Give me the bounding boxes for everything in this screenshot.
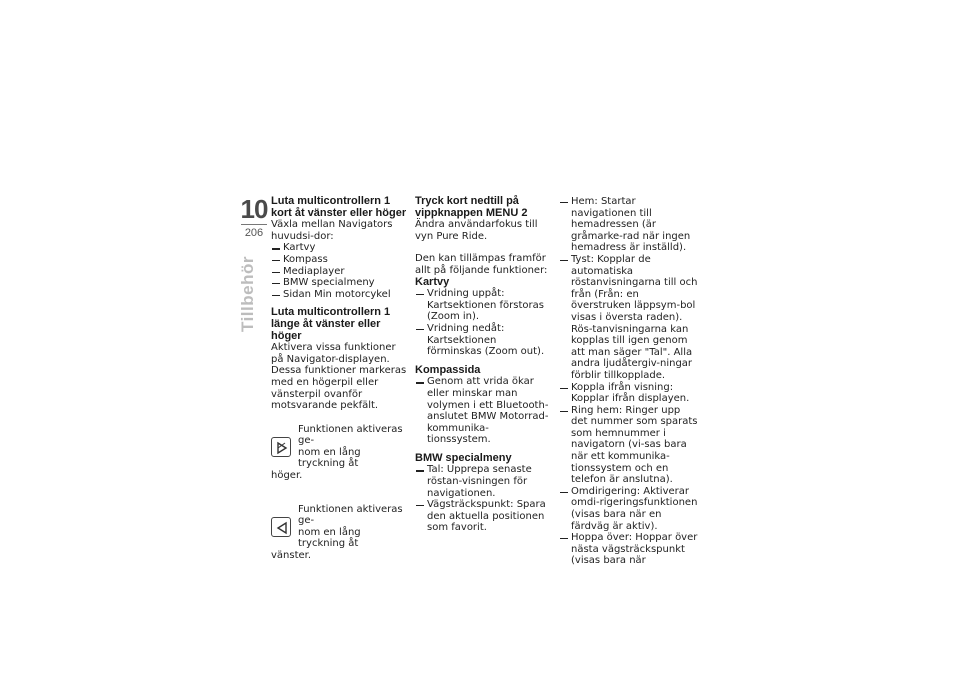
- note-text-line: Funktionen aktiveras ge-: [298, 503, 403, 527]
- left-arrow-icon: [271, 517, 291, 537]
- list-item: Mediaplayer: [271, 266, 407, 278]
- note-text-line: Funktionen aktiveras ge-: [298, 423, 403, 447]
- note-right-arrow: [271, 424, 407, 482]
- note-text-line: vänster.: [271, 550, 312, 562]
- kartvy-list: [415, 288, 551, 358]
- paragraph-applies-to: Den kan tillämpas framför allt på följande funktioner:: [415, 253, 548, 276]
- chapter-number: 10: [240, 194, 268, 224]
- list-item: Genom att vrida ökar eller minskar man volymen i ett Bluetooth-anslutet BMW Motorrad-kommunika-tionssystem.: [415, 376, 551, 446]
- heading-kompassida: Kompassida: [415, 363, 481, 376]
- list-item: Kompass: [271, 254, 407, 266]
- bmw-menu-list-continued: [559, 196, 699, 567]
- section-label: Tillbehör: [238, 256, 257, 332]
- heading-bmw-special-menu: BMW specialmeny: [415, 451, 512, 464]
- list-item: Ring hem: Ringer upp det nummer som sparats som hemnummer i navigatorn (vi-sas bara när ett kommunika-tionssystem och en telefon är anslutna).: [559, 405, 699, 486]
- heading-short-tilt: Luta multicontrollern 1 kort åt vänster eller höger: [271, 195, 407, 219]
- paragraph-switch-pages: Växla mellan Navigators huvudsi-dor:: [271, 219, 393, 242]
- list-item: Vägsträckspunkt: Spara den aktuella positionen som favorit.: [415, 499, 551, 534]
- page-number: 206: [244, 227, 264, 239]
- list-item: Sidan Min motorcykel: [271, 289, 407, 301]
- kompass-list: [415, 376, 551, 446]
- page-number-divider: [241, 224, 267, 225]
- list-item: Vridning uppåt: Kartsektionen förstoras (Zoom in).: [415, 288, 551, 323]
- right-arrow-icon: [271, 437, 291, 457]
- list-item: Tal: Upprepa senaste röstan-visningen för navigationen.: [415, 464, 551, 499]
- list-item: Kartvy: [271, 242, 407, 254]
- main-pages-list: [271, 242, 407, 300]
- list-item: Tyst: Kopplar de automatiska röstanvisningarna till och från (Från: en överstruken läppsym-bol visas i översta raden). Rös-tanvisningarna kan kopplas till igen genom att man säger "Tal". Alla andra ljudåtergiv-ningar förblir tillkopplade.: [559, 254, 699, 382]
- list-item: Vridning nedåt: Kartsektionen förminskas (Zoom out).: [415, 323, 551, 358]
- column-3: [559, 196, 699, 567]
- list-item: Koppla ifrån visning: Kopplar ifrån displayen.: [559, 382, 699, 405]
- note-text-line: höger.: [271, 470, 303, 482]
- list-item: Omdirigering: Aktiverar omdi-rigeringsfunktionen (visas bara när en färdväg är aktiv).: [559, 486, 699, 532]
- paragraph-activate-functions: Aktivera vissa funktioner på Navigator-displayen. Dessa funktioner markeras med en högerpil eller vänsterpil ovanför motsvarande pekfält.: [271, 342, 407, 412]
- paragraph-pure-ride: Ändra användarfokus till vyn Pure Ride.: [415, 219, 538, 242]
- column-2: [415, 196, 551, 534]
- note-text-line: nom en lång tryckning åt: [298, 526, 361, 550]
- note-text-line: nom en lång tryckning åt: [298, 446, 361, 470]
- heading-long-tilt: Luta multicontrollern 1 länge åt vänster eller höger: [271, 306, 391, 342]
- note-left-arrow: [271, 504, 407, 562]
- list-item: Hoppa över: Hoppar över nästa vägsträckspunkt (visas bara när: [559, 532, 699, 567]
- heading-menu-rocker: Tryck kort nedtill på vippknappen MENU 2: [415, 195, 528, 219]
- column-1: [271, 196, 407, 562]
- list-item: Hem: Startar navigationen till hemadressen (är gråmarke-rad när ingen hemadress är inställd).: [559, 196, 699, 254]
- list-item: BMW specialmeny: [271, 277, 407, 289]
- heading-kartvy: Kartvy: [415, 275, 450, 288]
- bmw-menu-list: [415, 464, 551, 534]
